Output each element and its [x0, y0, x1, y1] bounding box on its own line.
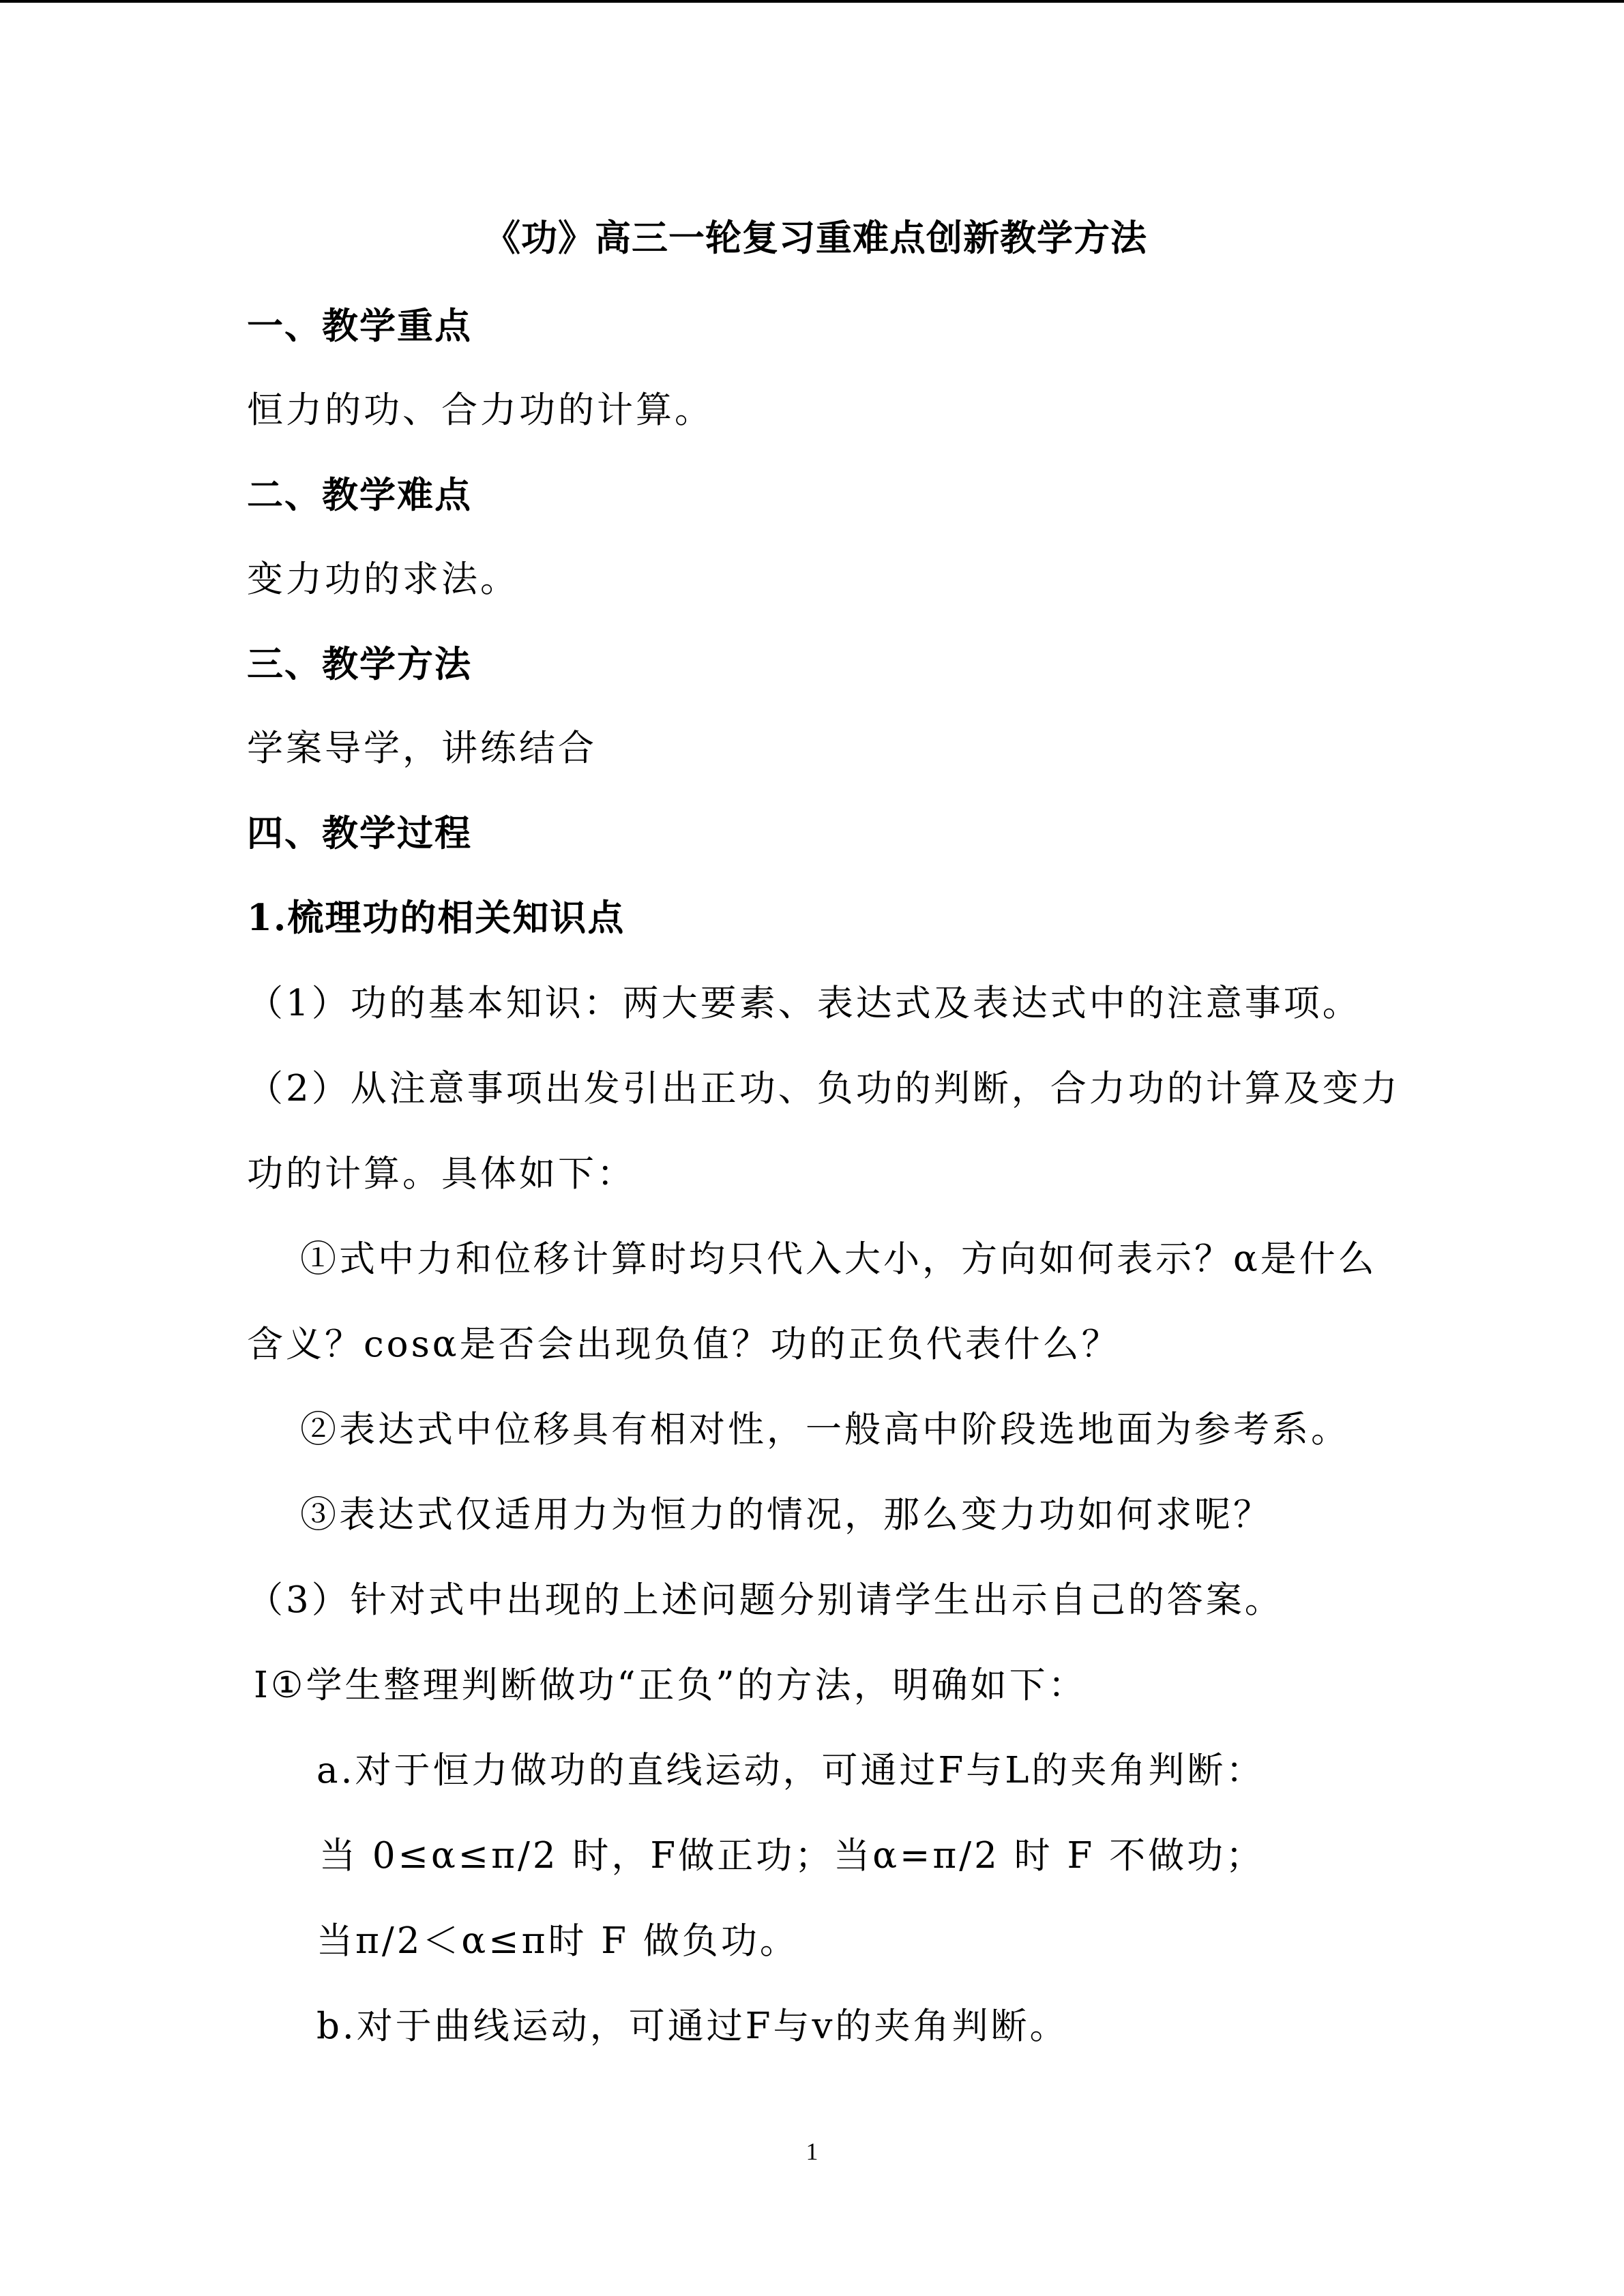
section-heading-methods: 三、教学方法 — [247, 643, 472, 685]
paragraph-line: ③表达式仅适用力为恒力的情况，那么变力功如何求呢？ — [300, 1494, 1272, 1536]
paragraph-line: ②表达式中位移具有相对性，一般高中阶段选地面为参考系。 — [300, 1409, 1350, 1450]
subheading-knowledge-points: 1.梳理功的相关知识点 — [247, 897, 625, 939]
section-heading-process: 四、教学过程 — [247, 812, 472, 854]
paragraph-line: （3）针对式中出现的上述问题分别请学生出示自己的答案。 — [247, 1579, 1284, 1621]
section-heading-difficulties: 二、教学难点 — [247, 474, 472, 516]
section-body-difficulties: 变力功的求法。 — [247, 558, 519, 600]
document-title: 《功》高三一轮复习重难点创新教学方法 — [484, 217, 1147, 259]
paragraph-line: 当 0≤α≤π/2 时，F做正功；当α=π/2 时 F 不做功； — [319, 1835, 1265, 1877]
page-top-border — [0, 0, 1624, 3]
section-heading-key-points: 一、教学重点 — [247, 305, 472, 347]
paragraph-line: ①式中力和位移计算时均只代入大小，方向如何表示？α是什么 — [300, 1238, 1377, 1280]
section-body-methods: 学案导学，讲练结合 — [247, 728, 597, 769]
paragraph-line: （2）从注意事项出发引出正功、负功的判断，合力功的计算及变力 — [247, 1068, 1400, 1109]
paragraph-line: 当π/2＜α≤π时 F 做负功。 — [316, 1920, 799, 1962]
paragraph-line: 含义？cosα是否会出现负值？功的正负代表什么？ — [247, 1324, 1121, 1365]
page-number: 1 — [806, 2138, 818, 2165]
paragraph-line: Ⅰ①学生整理判断做功“正负”的方法，明确如下： — [254, 1665, 1087, 1706]
section-body-key-points: 恒力的功、合力功的计算。 — [247, 389, 713, 431]
paragraph-line: 功的计算。具体如下： — [247, 1153, 636, 1195]
paragraph-line: b.对于曲线运动，可通过F与v的夹角判断。 — [316, 2006, 1069, 2047]
paragraph-line: a.对于恒力做功的直线运动，可通过F与L的夹角判断： — [316, 1750, 1265, 1791]
paragraph-line: （1）功的基本知识：两大要素、表达式及表达式中的注意事项。 — [247, 983, 1361, 1024]
